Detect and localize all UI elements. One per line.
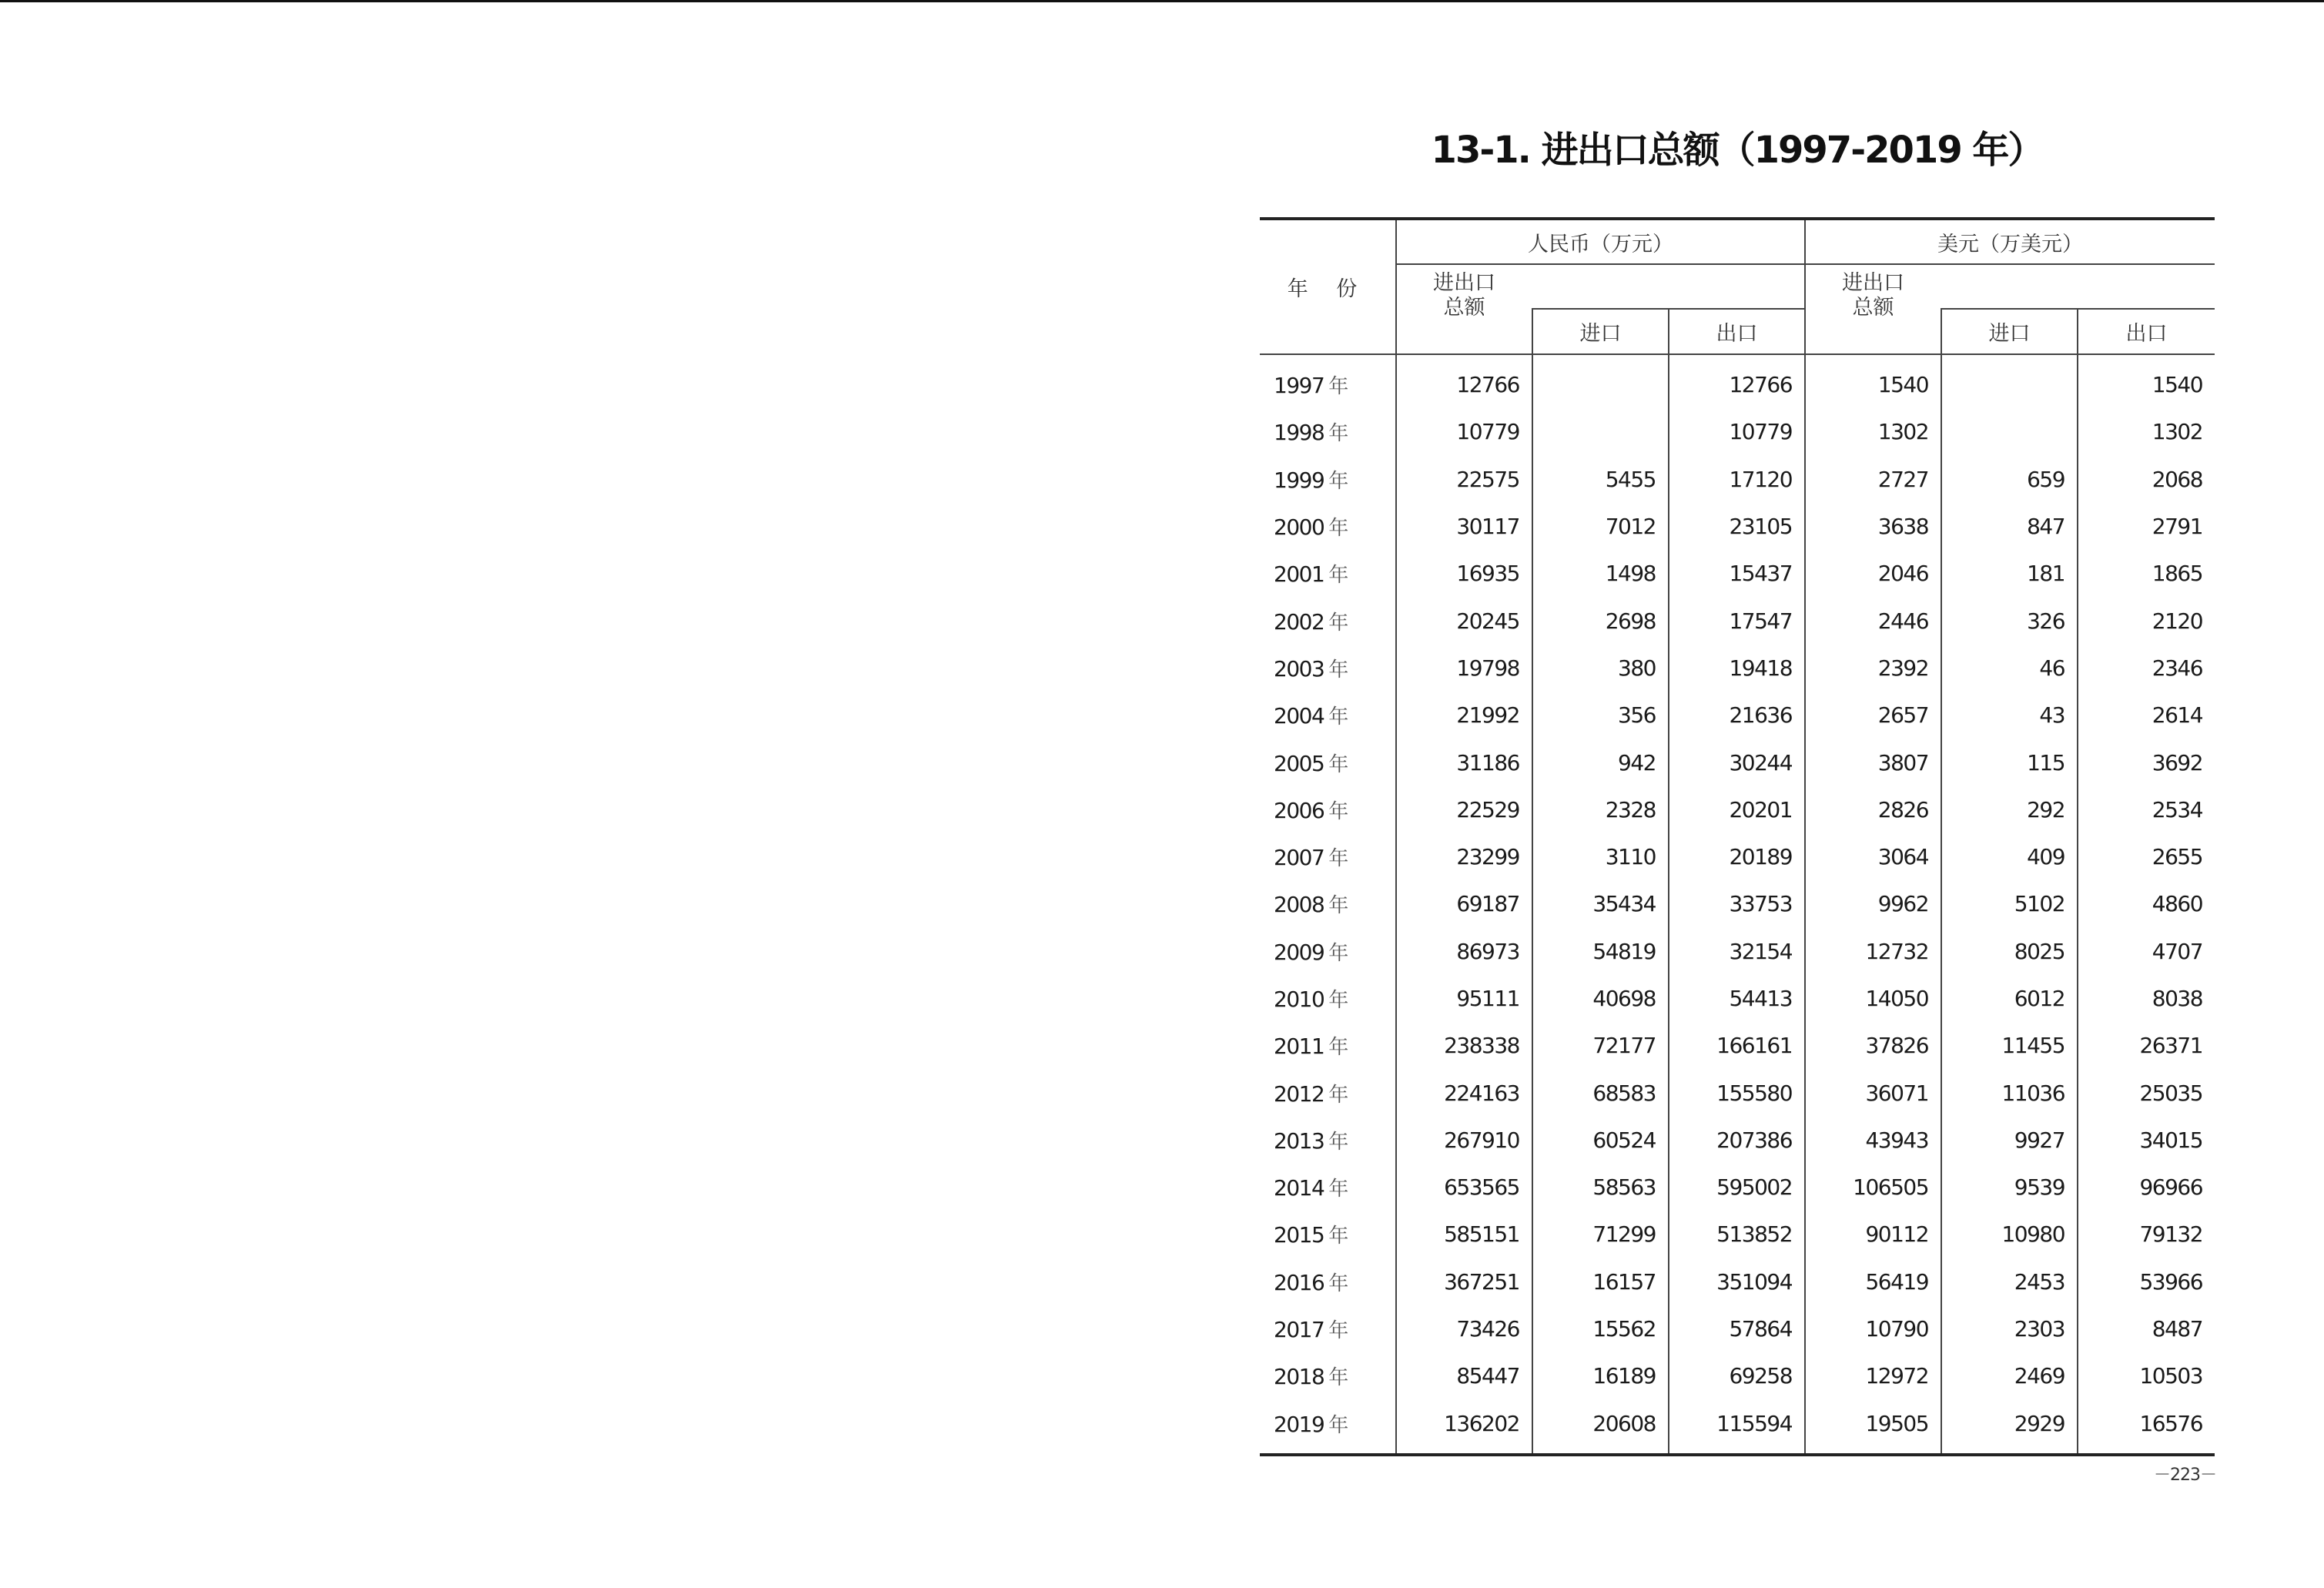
rmb-import-cell: 54819 (1532, 928, 1669, 975)
year-value: 2017 (1274, 1317, 1324, 1343)
table-row (1260, 1022, 2215, 1069)
year-suffix: 年 (1328, 422, 1349, 446)
year-suffix: 年 (1328, 469, 1349, 493)
year-suffix: 年 (1328, 1130, 1349, 1154)
page-number: －223－ (2154, 1466, 2216, 1485)
usd-export-cell: 53966 (2078, 1258, 2215, 1305)
usd-import-cell (1941, 354, 2078, 408)
rmb-export-cell: 155580 (1669, 1069, 1805, 1116)
table-row (1260, 354, 2215, 408)
usd-import-cell: 9927 (1941, 1117, 2078, 1164)
usd-export-cell: 25035 (2078, 1069, 2215, 1116)
usd-total-cell: 2446 (1805, 597, 1941, 644)
rmb-total-cell: 238338 (1396, 1022, 1532, 1069)
year-value: 2007 (1274, 845, 1324, 871)
year-cell (1260, 456, 1396, 503)
usd-total-cell: 19505 (1805, 1400, 1941, 1455)
table-row (1260, 1258, 2215, 1305)
table-row (1260, 692, 2215, 739)
rmb-export-cell: 54413 (1669, 975, 1805, 1022)
table-row (1260, 786, 2215, 833)
rmb-import-cell (1532, 408, 1669, 455)
usd-export-cell: 4860 (2078, 880, 2215, 927)
rmb-group-header: 人民币（万元） (1396, 219, 1805, 264)
table-row (1260, 833, 2215, 880)
table-row (1260, 645, 2215, 692)
rmb-import-cell: 942 (1532, 739, 1669, 786)
usd-export-cell: 4707 (2078, 928, 2215, 975)
rmb-export-cell: 15437 (1669, 550, 1805, 597)
usd-total-cell: 37826 (1805, 1022, 1941, 1069)
year-value: 2019 (1274, 1411, 1324, 1437)
rmb-total-cell: 22529 (1396, 786, 1532, 833)
year-suffix: 年 (1328, 564, 1349, 588)
usd-export-cell: 2614 (2078, 692, 2215, 739)
table-row (1260, 408, 2215, 455)
year-cell (1260, 786, 1396, 833)
year-value: 2010 (1274, 987, 1324, 1012)
rmb-total-cell: 30117 (1396, 503, 1532, 550)
year-value: 1998 (1274, 420, 1324, 446)
year-value: 1999 (1274, 467, 1324, 493)
usd-import-cell: 5102 (1941, 880, 2078, 927)
year-value: 2018 (1274, 1364, 1324, 1390)
usd-import-cell: 292 (1941, 786, 2078, 833)
usd-blank-header (1941, 264, 2215, 309)
table-row (1260, 1400, 2215, 1455)
year-cell (1260, 1164, 1396, 1211)
rmb-total-cell: 136202 (1396, 1400, 1532, 1455)
year-cell (1260, 1117, 1396, 1164)
year-value: 2015 (1274, 1222, 1324, 1248)
rmb-export-cell: 351094 (1669, 1258, 1805, 1305)
rmb-total-cell: 22575 (1396, 456, 1532, 503)
year-value: 2003 (1274, 655, 1324, 682)
rmb-export-cell: 513852 (1669, 1211, 1805, 1258)
table-body (1260, 354, 2215, 1455)
usd-import-cell: 2469 (1941, 1352, 2078, 1399)
year-cell (1260, 1400, 1396, 1455)
table-row (1260, 928, 2215, 975)
rmb-total-cell: 16935 (1396, 550, 1532, 597)
rmb-total-cell: 73426 (1396, 1305, 1532, 1352)
usd-export-cell: 3692 (2078, 739, 2215, 786)
year-cell (1260, 880, 1396, 927)
rmb-import-cell: 5455 (1532, 456, 1669, 503)
rmb-export-cell: 166161 (1669, 1022, 1805, 1069)
year-suffix: 年 (1328, 941, 1349, 965)
rmb-import-cell: 68583 (1532, 1069, 1669, 1116)
table-row (1260, 975, 2215, 1022)
rmb-total-cell: 85447 (1396, 1352, 1532, 1399)
table-row (1260, 456, 2215, 503)
rmb-import-cell: 2698 (1532, 597, 1669, 644)
year-suffix: 年 (1328, 1225, 1349, 1248)
table-row (1260, 739, 2215, 786)
usd-export-cell: 2534 (2078, 786, 2215, 833)
rmb-export-cell: 595002 (1669, 1164, 1805, 1211)
usd-import-cell: 43 (1941, 692, 2078, 739)
top-rule (0, 0, 2324, 2)
year-suffix: 年 (1328, 1413, 1349, 1437)
year-value: 2002 (1274, 608, 1324, 635)
year-suffix: 年 (1328, 1036, 1349, 1060)
rmb-import-cell: 3110 (1532, 833, 1669, 880)
usd-export-cell: 1302 (2078, 408, 2215, 455)
year-value: 2008 (1274, 892, 1324, 918)
rmb-export-cell: 57864 (1669, 1305, 1805, 1352)
usd-total-cell: 3064 (1805, 833, 1941, 880)
usd-total-cell: 1540 (1805, 354, 1941, 408)
rmb-export-header: 出口 (1669, 309, 1805, 354)
rmb-export-cell: 10779 (1669, 408, 1805, 455)
year-cell (1260, 645, 1396, 692)
rmb-import-cell: 15562 (1532, 1305, 1669, 1352)
year-suffix: 年 (1328, 705, 1349, 729)
usd-import-cell: 11036 (1941, 1069, 2078, 1116)
year-cell (1260, 503, 1396, 550)
year-cell (1260, 928, 1396, 975)
year-value: 2011 (1274, 1034, 1324, 1060)
usd-total-cell: 36071 (1805, 1069, 1941, 1116)
rmb-total-cell: 653565 (1396, 1164, 1532, 1211)
rmb-export-cell: 12766 (1669, 354, 1805, 408)
rmb-total-cell: 20245 (1396, 597, 1532, 644)
table-row (1260, 597, 2215, 644)
usd-export-cell: 2068 (2078, 456, 2215, 503)
rmb-total-header-line1: 进出口 (1433, 271, 1495, 295)
year-cell (1260, 550, 1396, 597)
usd-import-cell: 326 (1941, 597, 2078, 644)
year-suffix: 年 (1328, 611, 1349, 635)
year-suffix: 年 (1328, 847, 1349, 871)
usd-total-cell: 2657 (1805, 692, 1941, 739)
rmb-total-cell: 367251 (1396, 1258, 1532, 1305)
rmb-total-cell: 12766 (1396, 354, 1532, 408)
year-cell (1260, 408, 1396, 455)
rmb-import-cell: 16157 (1532, 1258, 1669, 1305)
usd-export-cell: 1540 (2078, 354, 2215, 408)
usd-total-cell: 14050 (1805, 975, 1941, 1022)
usd-export-header: 出口 (2078, 309, 2215, 354)
usd-export-cell: 10503 (2078, 1352, 2215, 1399)
usd-import-cell: 10980 (1941, 1211, 2078, 1258)
usd-total-cell: 106505 (1805, 1164, 1941, 1211)
year-suffix: 年 (1328, 752, 1349, 776)
rmb-export-cell: 207386 (1669, 1117, 1805, 1164)
rmb-export-cell: 20201 (1669, 786, 1805, 833)
year-value: 2004 (1274, 703, 1324, 729)
rmb-import-cell: 7012 (1532, 503, 1669, 550)
year-cell (1260, 1211, 1396, 1258)
usd-import-cell: 409 (1941, 833, 2078, 880)
rmb-import-cell: 2328 (1532, 786, 1669, 833)
usd-import-cell: 2453 (1941, 1258, 2078, 1305)
usd-total-cell: 43943 (1805, 1117, 1941, 1164)
rmb-export-cell: 21636 (1669, 692, 1805, 739)
rmb-total-cell: 95111 (1396, 975, 1532, 1022)
rmb-import-cell: 71299 (1532, 1211, 1669, 1258)
usd-total-cell: 1302 (1805, 408, 1941, 455)
usd-total-cell: 12732 (1805, 928, 1941, 975)
year-cell (1260, 1305, 1396, 1352)
usd-import-header: 进口 (1941, 309, 2078, 354)
usd-import-cell: 847 (1941, 503, 2078, 550)
year-value: 2006 (1274, 797, 1324, 823)
year-value: 2001 (1274, 561, 1324, 588)
usd-total-cell: 90112 (1805, 1211, 1941, 1258)
year-cell (1260, 1069, 1396, 1116)
year-value: 2000 (1274, 514, 1324, 541)
year-cell (1260, 597, 1396, 644)
usd-import-cell: 8025 (1941, 928, 2078, 975)
year-suffix: 年 (1328, 1083, 1349, 1107)
year-value: 2012 (1274, 1080, 1324, 1107)
usd-import-cell: 46 (1941, 645, 2078, 692)
year-suffix: 年 (1328, 1271, 1349, 1295)
table-row (1260, 1117, 2215, 1164)
page-title: 13-1. 进出口总额（1997-2019 年） (1431, 129, 2044, 172)
usd-export-cell: 2791 (2078, 503, 2215, 550)
rmb-export-cell: 23105 (1669, 503, 1805, 550)
usd-export-cell: 96966 (2078, 1164, 2215, 1211)
usd-total-cell: 3807 (1805, 739, 1941, 786)
rmb-total-cell: 86973 (1396, 928, 1532, 975)
year-cell (1260, 692, 1396, 739)
table-header (1260, 219, 2215, 354)
year-value: 2005 (1274, 750, 1324, 776)
table-row (1260, 1069, 2215, 1116)
rmb-import-header: 进口 (1532, 309, 1669, 354)
year-cell (1260, 975, 1396, 1022)
rmb-import-cell: 380 (1532, 645, 1669, 692)
usd-total-cell: 2046 (1805, 550, 1941, 597)
usd-export-cell: 2655 (2078, 833, 2215, 880)
table-row (1260, 880, 2215, 927)
rmb-export-cell: 20189 (1669, 833, 1805, 880)
rmb-export-cell: 115594 (1669, 1400, 1805, 1455)
usd-export-cell: 16576 (2078, 1400, 2215, 1455)
usd-group-header: 美元（万美元） (1805, 219, 2215, 264)
rmb-export-cell: 69258 (1669, 1352, 1805, 1399)
rmb-total-cell: 585151 (1396, 1211, 1532, 1258)
usd-import-cell: 6012 (1941, 975, 2078, 1022)
usd-total-cell: 12972 (1805, 1352, 1941, 1399)
usd-import-cell: 2303 (1941, 1305, 2078, 1352)
usd-import-cell: 2929 (1941, 1400, 2078, 1455)
rmb-export-cell: 33753 (1669, 880, 1805, 927)
usd-total-cell: 10790 (1805, 1305, 1941, 1352)
rmb-export-cell: 17120 (1669, 456, 1805, 503)
rmb-blank-header (1532, 264, 1805, 309)
year-suffix: 年 (1328, 989, 1349, 1012)
trade-table (1260, 217, 2215, 1456)
year-value: 2009 (1274, 939, 1324, 965)
table-row (1260, 503, 2215, 550)
year-value: 2013 (1274, 1127, 1324, 1154)
table-row (1260, 1352, 2215, 1399)
usd-export-cell: 8038 (2078, 975, 2215, 1022)
rmb-total-header-line2: 总额 (1443, 296, 1485, 320)
year-cell (1260, 1022, 1396, 1069)
rmb-total-cell: 267910 (1396, 1117, 1532, 1164)
year-suffix: 年 (1328, 658, 1349, 682)
year-suffix: 年 (1328, 799, 1349, 823)
table-row (1260, 1305, 2215, 1352)
usd-export-cell: 2120 (2078, 597, 2215, 644)
year-suffix: 年 (1328, 1366, 1349, 1390)
rmb-import-cell: 40698 (1532, 975, 1669, 1022)
year-cell (1260, 1258, 1396, 1305)
usd-export-cell: 1865 (2078, 550, 2215, 597)
usd-total-cell: 56419 (1805, 1258, 1941, 1305)
year-suffix: 年 (1328, 894, 1349, 918)
usd-export-cell: 2346 (2078, 645, 2215, 692)
usd-import-cell (1941, 408, 2078, 455)
year-value: 2016 (1274, 1269, 1324, 1295)
usd-export-cell: 34015 (2078, 1117, 2215, 1164)
rmb-total-cell: 31186 (1396, 739, 1532, 786)
rmb-import-cell: 35434 (1532, 880, 1669, 927)
usd-total-cell: 2727 (1805, 456, 1941, 503)
year-value: 1997 (1274, 373, 1324, 399)
usd-import-cell: 9539 (1941, 1164, 2078, 1211)
year-value: 2014 (1274, 1175, 1324, 1201)
rmb-import-cell: 16189 (1532, 1352, 1669, 1399)
usd-import-cell: 659 (1941, 456, 2078, 503)
rmb-export-cell: 17547 (1669, 597, 1805, 644)
rmb-total-cell: 69187 (1396, 880, 1532, 927)
rmb-import-cell: 356 (1532, 692, 1669, 739)
rmb-export-cell: 32154 (1669, 928, 1805, 975)
usd-total-header-line1: 进出口 (1842, 271, 1905, 295)
usd-export-cell: 26371 (2078, 1022, 2215, 1069)
rmb-import-cell: 1498 (1532, 550, 1669, 597)
rmb-import-cell (1532, 354, 1669, 408)
year-suffix: 年 (1328, 1178, 1349, 1201)
usd-total-cell: 2392 (1805, 645, 1941, 692)
usd-export-cell: 8487 (2078, 1305, 2215, 1352)
rmb-export-cell: 19418 (1669, 645, 1805, 692)
year-cell (1260, 1352, 1396, 1399)
usd-total-cell: 3638 (1805, 503, 1941, 550)
usd-total-cell: 2826 (1805, 786, 1941, 833)
year-cell (1260, 833, 1396, 880)
rmb-import-cell: 58563 (1532, 1164, 1669, 1211)
year-suffix: 年 (1328, 375, 1349, 399)
usd-total-header-line2: 总额 (1852, 296, 1894, 320)
rmb-total-header (1396, 264, 1532, 354)
year-suffix: 年 (1328, 517, 1349, 541)
rmb-import-cell: 60524 (1532, 1117, 1669, 1164)
usd-import-cell: 115 (1941, 739, 2078, 786)
usd-total-cell: 9962 (1805, 880, 1941, 927)
rmb-total-cell: 19798 (1396, 645, 1532, 692)
table-row (1260, 1211, 2215, 1258)
rmb-import-cell: 20608 (1532, 1400, 1669, 1455)
rmb-total-cell: 21992 (1396, 692, 1532, 739)
rmb-import-cell: 72177 (1532, 1022, 1669, 1069)
year-cell (1260, 739, 1396, 786)
year-column-header: 年 份 (1260, 219, 1396, 354)
rmb-total-cell: 10779 (1396, 408, 1532, 455)
rmb-export-cell: 30244 (1669, 739, 1805, 786)
table-row (1260, 550, 2215, 597)
rmb-total-cell: 23299 (1396, 833, 1532, 880)
rmb-total-cell: 224163 (1396, 1069, 1532, 1116)
usd-total-header (1805, 264, 1941, 354)
year-suffix: 年 (1328, 1319, 1349, 1343)
usd-import-cell: 11455 (1941, 1022, 2078, 1069)
usd-import-cell: 181 (1941, 550, 2078, 597)
usd-export-cell: 79132 (2078, 1211, 2215, 1258)
table-row (1260, 1164, 2215, 1211)
year-cell (1260, 354, 1396, 408)
